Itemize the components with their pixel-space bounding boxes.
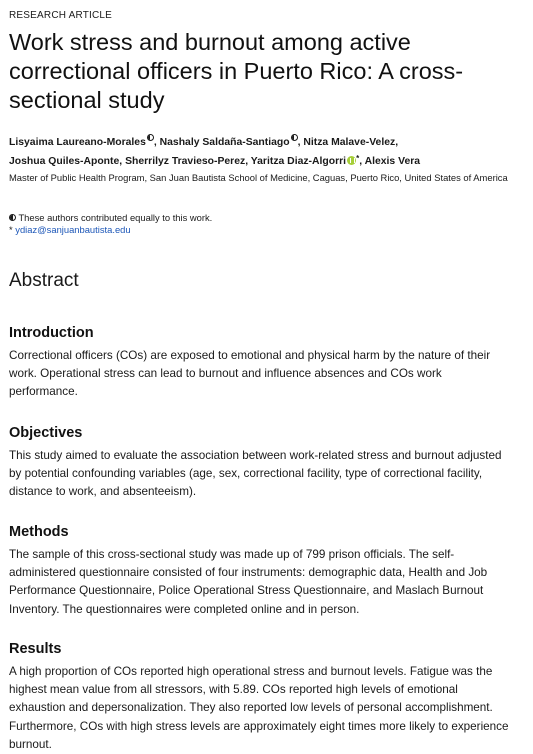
affiliation: Master of Public Health Program, San Juan Bautista School of Medicine, Caguas, Puerto Rico, United States of America (9, 172, 508, 183)
article-type-label: RESEARCH ARTICLE (9, 10, 113, 21)
abstract-section-methods (9, 523, 509, 619)
abstract-section-objectives (9, 424, 509, 502)
section-text: Correctional officers (COs) are exposed to emotional and physical harm by the nature of their work. Operational stress can lead to burnout and influence absences and COs work performance. (9, 349, 491, 399)
equal-contribution-icon (147, 133, 154, 144)
equal-contribution-note: These authors contributed equally to this work. (9, 212, 509, 224)
equal-contribution-icon (9, 214, 16, 221)
author-name[interactable]: Lisyaima Laureano-Morales (9, 137, 146, 148)
article-title: Work stress and burnout among active correctional officers in Puerto Rico: A cross-sectional study (9, 29, 464, 113)
author-name[interactable]: Alexis Vera (364, 156, 421, 167)
author-name[interactable]: Nashaly Saldaña-Santiago (159, 137, 290, 148)
section-heading: Introduction (9, 325, 94, 341)
author-name[interactable]: Yaritza Diaz-Algorri (250, 156, 347, 167)
section-heading: Results (9, 641, 62, 657)
author-name[interactable]: Nitza Malave-Velez (303, 137, 396, 148)
orcid-icon[interactable] (347, 156, 356, 165)
section-text: This study aimed to evaluate the association between work-related stress and burnout adjusted by potential confounding variables (age, sex, correctional facility, type of correctional facility, distance to work, and absenteeism). (9, 449, 502, 499)
abstract-section-results (9, 640, 509, 754)
author-notes (9, 212, 509, 236)
section-heading: Methods (9, 524, 69, 540)
author-name[interactable]: Sherrilyz Travieso-Perez (125, 156, 246, 167)
section-text: The sample of this cross-sectional study was made up of 799 prison officials. The self-administered questionnaire consisted of four instruments: demographic data, Health and Job Performance Questionnaire, Police Operational Stress Questionnaire, and Maslach Burnout Inventory. The questionnaires were completed online and in person. (9, 548, 488, 616)
section-heading: Objectives (9, 425, 83, 441)
author-name[interactable]: Joshua Quiles-Aponte (9, 156, 120, 167)
abstract-section-introduction (9, 324, 509, 402)
author-list: Lisyaima Laureano-Morales , Nashaly Saldaña-Santiago , Nitza Malave-Velez, Joshua Quiles-Aponte, Sherrilyz Travieso-Perez, Yaritza Diaz-Algorri *, Alexis Vera (9, 131, 509, 170)
corresponding-note: * ydiaz@sanjuanbautista.edu (9, 224, 131, 235)
section-text: A high proportion of COs reported high operational stress and burnout levels. Fatigue was the highest mean value from all stressors, with 5.89. COs reported high levels of emotional exhaustion and depersonalization. They also reported low levels of personal accomplishment. Furthermore, COs with high stress levels are approximately eight times more likely to experience burnout. (9, 665, 509, 751)
equal-contribution-icon (291, 133, 298, 144)
corresponding-email-link[interactable]: ydiaz@sanjuanbautista.edu (15, 224, 131, 235)
abstract-heading: Abstract (9, 270, 79, 291)
corresponding-asterisk: * (356, 154, 360, 163)
